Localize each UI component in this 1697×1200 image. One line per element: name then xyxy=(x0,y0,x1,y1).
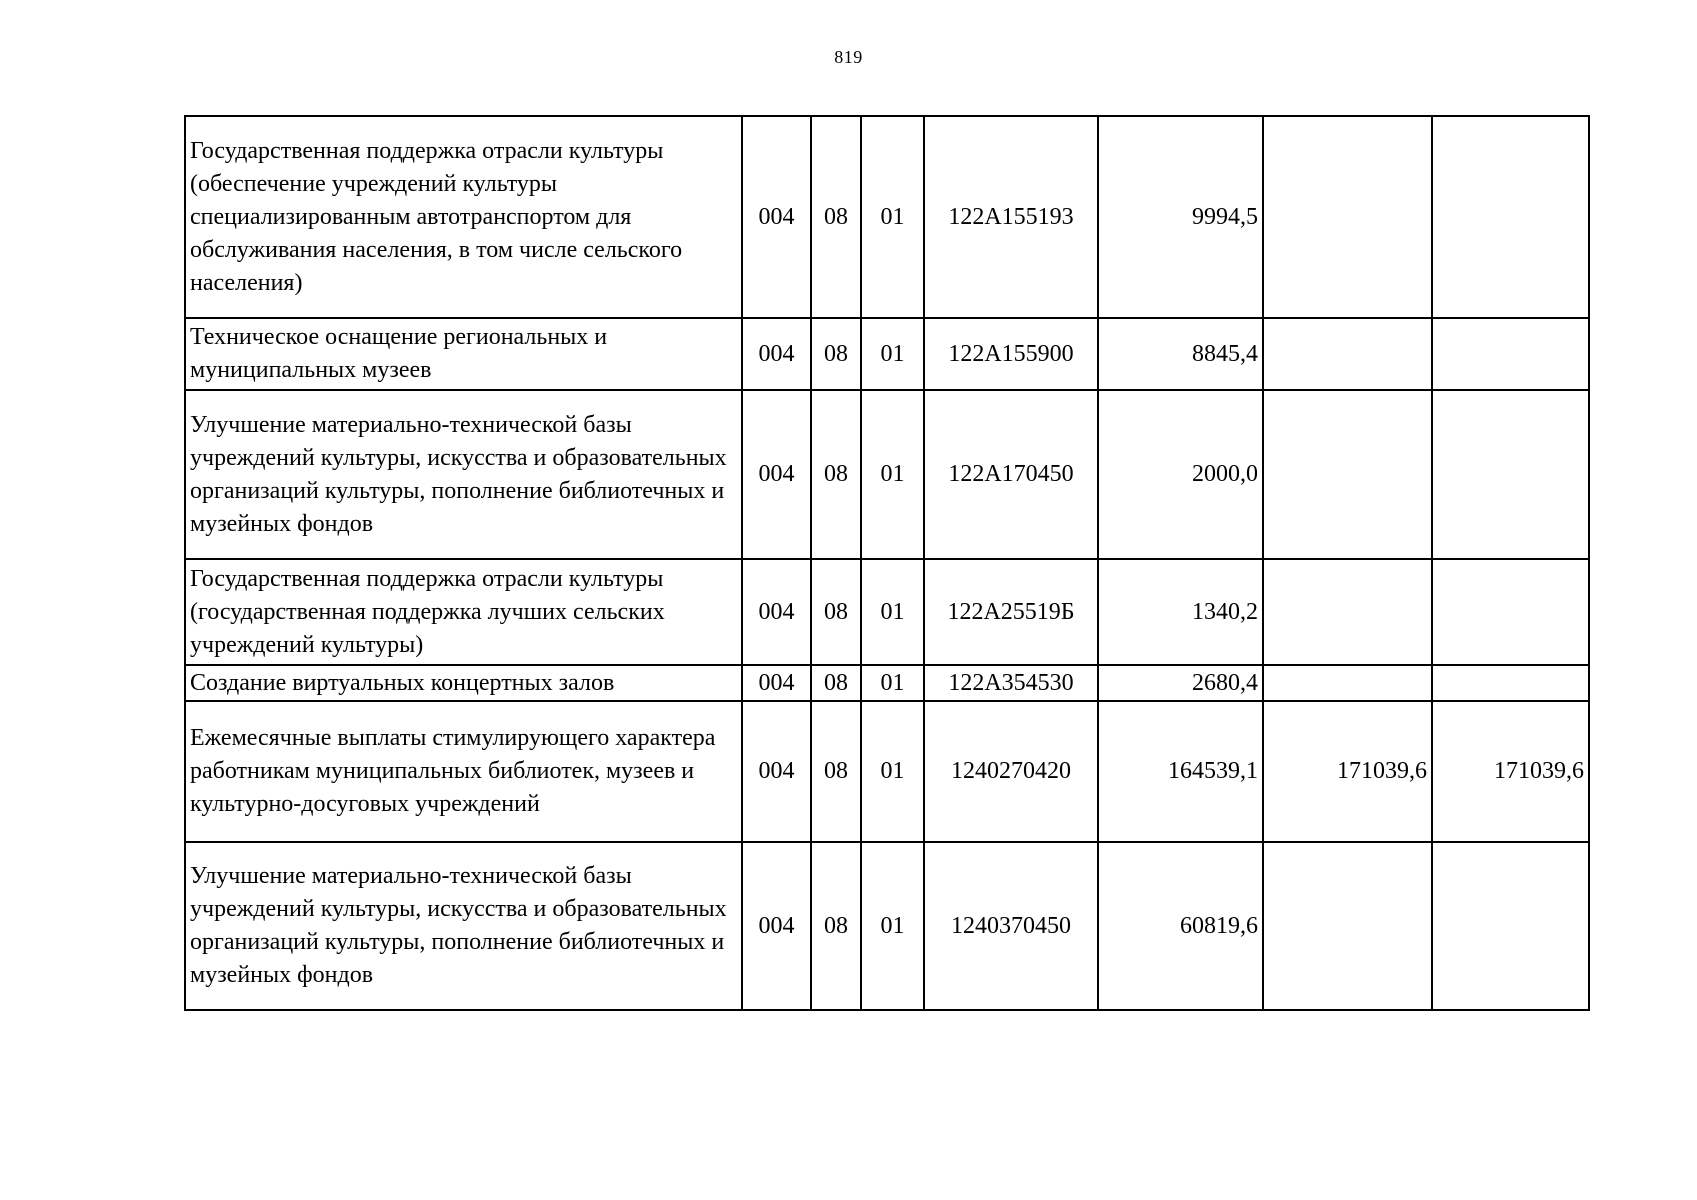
target-article-code: 1240370450 xyxy=(924,842,1098,1010)
subsection-code: 01 xyxy=(861,390,924,559)
row-description: Улучшение материально-технической базы учреждений культуры, искусства и образовательных организаций культуры, пополнение библиотечных и музейных фондов xyxy=(185,842,742,1010)
target-article-code: 122А155193 xyxy=(924,116,1098,318)
budget-table xyxy=(184,115,1590,1011)
row-description: Ежемесячные выплаты стимулирующего характера работникам муниципальных библиотек, музеев и культурно-досуговых учреждений xyxy=(185,701,742,842)
section-code: 08 xyxy=(811,318,861,390)
table-row xyxy=(185,665,1589,701)
section-code: 08 xyxy=(811,665,861,701)
subsection-code: 01 xyxy=(861,842,924,1010)
amount-year-2 xyxy=(1263,116,1432,318)
amount-year-2 xyxy=(1263,559,1432,665)
amount-year-3 xyxy=(1432,390,1589,559)
table-row xyxy=(185,318,1589,390)
row-description: Техническое оснащение региональных и муниципальных музеев xyxy=(185,318,742,390)
subsection-code: 01 xyxy=(861,318,924,390)
target-article-code: 122А170450 xyxy=(924,390,1098,559)
amount-year-1: 164539,1 xyxy=(1098,701,1263,842)
row-description: Создание виртуальных концертных залов xyxy=(185,665,742,701)
amount-year-2 xyxy=(1263,665,1432,701)
target-article-code: 122А354530 xyxy=(924,665,1098,701)
section-code: 08 xyxy=(811,116,861,318)
target-article-code: 1240270420 xyxy=(924,701,1098,842)
ministry-code: 004 xyxy=(742,701,811,842)
table-row xyxy=(185,390,1589,559)
ministry-code: 004 xyxy=(742,390,811,559)
section-code: 08 xyxy=(811,559,861,665)
amount-year-2 xyxy=(1263,842,1432,1010)
amount-year-2: 171039,6 xyxy=(1263,701,1432,842)
amount-year-3 xyxy=(1432,318,1589,390)
subsection-code: 01 xyxy=(861,116,924,318)
amount-year-3 xyxy=(1432,665,1589,701)
row-description: Государственная поддержка отрасли культуры (государственная поддержка лучших сельских учреждений культуры) xyxy=(185,559,742,665)
amount-year-1: 60819,6 xyxy=(1098,842,1263,1010)
amount-year-3 xyxy=(1432,842,1589,1010)
table-row xyxy=(185,842,1589,1010)
amount-year-3 xyxy=(1432,559,1589,665)
table-row xyxy=(185,701,1589,842)
ministry-code: 004 xyxy=(742,559,811,665)
section-code: 08 xyxy=(811,701,861,842)
amount-year-1: 1340,2 xyxy=(1098,559,1263,665)
section-code: 08 xyxy=(811,842,861,1010)
amount-year-3 xyxy=(1432,116,1589,318)
amount-year-1: 2680,4 xyxy=(1098,665,1263,701)
amount-year-1: 8845,4 xyxy=(1098,318,1263,390)
ministry-code: 004 xyxy=(742,318,811,390)
row-description: Улучшение материально-технической базы учреждений культуры, искусства и образовательных организаций культуры, пополнение библиотечных и музейных фондов xyxy=(185,390,742,559)
section-code: 08 xyxy=(811,390,861,559)
subsection-code: 01 xyxy=(861,701,924,842)
ministry-code: 004 xyxy=(742,842,811,1010)
amount-year-2 xyxy=(1263,390,1432,559)
ministry-code: 004 xyxy=(742,665,811,701)
amount-year-2 xyxy=(1263,318,1432,390)
target-article-code: 122А25519Б xyxy=(924,559,1098,665)
target-article-code: 122А155900 xyxy=(924,318,1098,390)
page-number: 819 xyxy=(834,47,863,67)
subsection-code: 01 xyxy=(861,665,924,701)
amount-year-1: 9994,5 xyxy=(1098,116,1263,318)
amount-year-3: 171039,6 xyxy=(1432,701,1589,842)
ministry-code: 004 xyxy=(742,116,811,318)
row-description: Государственная поддержка отрасли культуры (обеспечение учреждений культуры специализированным автотранспортом для обслуживания населения, в том числе сельского населения) xyxy=(185,116,742,318)
subsection-code: 01 xyxy=(861,559,924,665)
amount-year-1: 2000,0 xyxy=(1098,390,1263,559)
table-row xyxy=(185,116,1589,318)
table-row xyxy=(185,559,1589,665)
